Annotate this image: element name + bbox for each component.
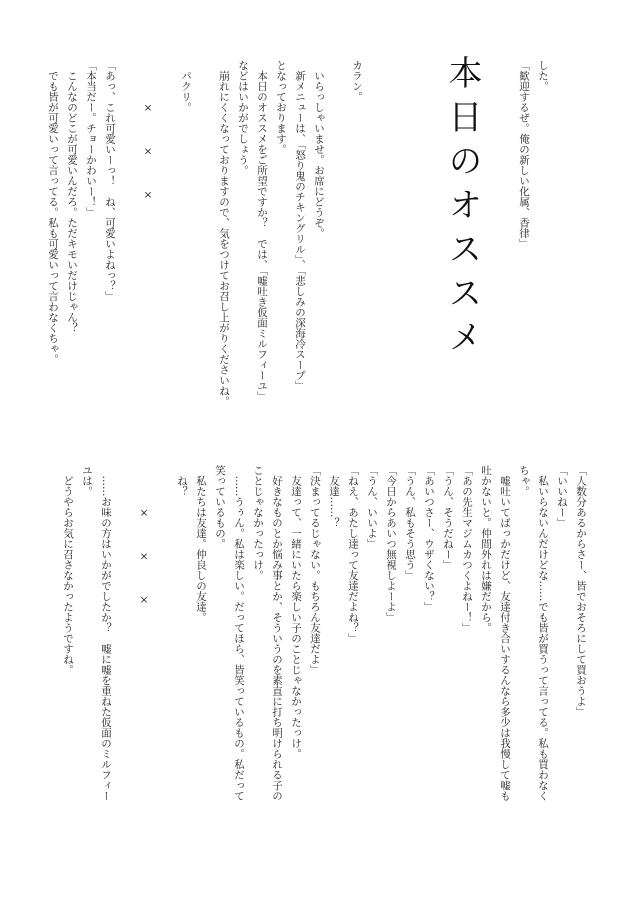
text-line: 本日のオススメをご所望ですか？ では、「嘘吐き仮面ミルフィーユ」 — [256, 60, 268, 402]
text-line: 私いらないんだけどな……でも皆が買うって言ってる。私も買わなく — [537, 465, 549, 801]
text-line: 「あっ、これ可愛いーっ！ ね、可愛いよねっ？」 — [104, 60, 116, 302]
text-line: 「うん、いいよ」 — [366, 465, 378, 549]
text-line: 「歓迎するぜ。俺の新しい化属、香律」 — [518, 60, 530, 249]
text-line: いらっしゃいませ。お席にどうぞ。 — [313, 60, 325, 239]
text-line — [119, 60, 138, 445]
text-line: 「いいねー」 — [556, 465, 568, 528]
text-line — [328, 60, 347, 445]
bottom-tier-text — [60, 465, 590, 860]
text-line: パクリ。 — [180, 60, 192, 113]
text-line: 嘘吐いてばっかだけど、友達付き合いするんなら多少は我慢して嘘も — [499, 465, 511, 801]
page-title: 本日のオススメ — [442, 55, 482, 363]
text-line: ……うぅん。私は楽しい。だってほら、皆笑っているもの。私だって — [233, 465, 245, 801]
text-line: 崩れにくくなっておりますので、気をつけてお召し上がりくださいね。 — [218, 60, 230, 407]
text-line: 「今日からあいつ無視しよーよ」 — [385, 465, 397, 623]
text-line: した。 — [537, 60, 549, 92]
text-line: 「決まってるじゃない。もちろん友達だよ」 — [309, 465, 321, 675]
text-line: ユは。 — [81, 465, 93, 497]
text-line: でも皆が可愛いって言ってる。私も可愛いって言わなくちゃ。 — [47, 60, 59, 365]
text-line: × × × — [142, 60, 154, 201]
text-line: 「うん、私もそう思う」 — [404, 465, 416, 581]
text-line: 友達って、一緒にいたら楽しい子のことじゃなかったっけ。 — [290, 465, 302, 759]
text-line: 「ねえ、あたし達って友達だよね？」 — [347, 465, 359, 644]
text-line: 「あいつさー、ウザくない？」 — [423, 465, 435, 612]
text-line: × × × — [138, 465, 150, 606]
text-line: ちゃ。 — [518, 465, 530, 497]
text-line: ことじゃなかったっけ。 — [252, 465, 264, 581]
text-line: 私たちは友達。仲良しの友達。 — [195, 465, 207, 623]
text-line — [195, 60, 214, 445]
text-line — [115, 465, 134, 860]
text-line — [157, 60, 176, 445]
text-line: 吐かないと。仲間外れは嫌だから。 — [480, 465, 492, 633]
text-line: ね？ — [176, 465, 188, 497]
text-line: 「本当だー。チョーかわいー！」 — [85, 60, 97, 218]
text-line: 好きなものとか悩み事とか、そういうのを素直に打ち明けられる子の — [271, 465, 283, 801]
text-line: となっております。 — [275, 60, 287, 155]
text-line: カラン。 — [351, 60, 363, 102]
text-line: どうやらお気に召さなかったようですね。 — [62, 465, 74, 675]
text-line: 新メニューは、「怒り鬼のチキングリル」、「悲しみの深海冷スープ」 — [294, 60, 306, 391]
text-line: などはいかがでしょう。 — [237, 60, 249, 176]
text-line: 「人数分あるからさー、皆でおそろにして買おうよ」 — [575, 465, 587, 717]
top-tier-text — [47, 60, 590, 445]
text-line: 笑っているもの。 — [214, 465, 226, 549]
text-line: 「うん、そうだねー」 — [442, 465, 454, 570]
top-right-block — [514, 60, 552, 445]
top-left-block — [43, 60, 366, 445]
text-line — [153, 465, 172, 860]
text-line: こんなのどこが可愛いんだろ。ただキモいだけじゃん？ — [66, 60, 78, 333]
text-line: 「あの先生マジムカつくよねー！」 — [461, 465, 473, 633]
text-line: 友達……？ — [328, 465, 340, 528]
text-line: ……お味の方はいかがでしたか？ 嘘に嘘を重ねた仮面のミルフィー — [100, 465, 112, 801]
